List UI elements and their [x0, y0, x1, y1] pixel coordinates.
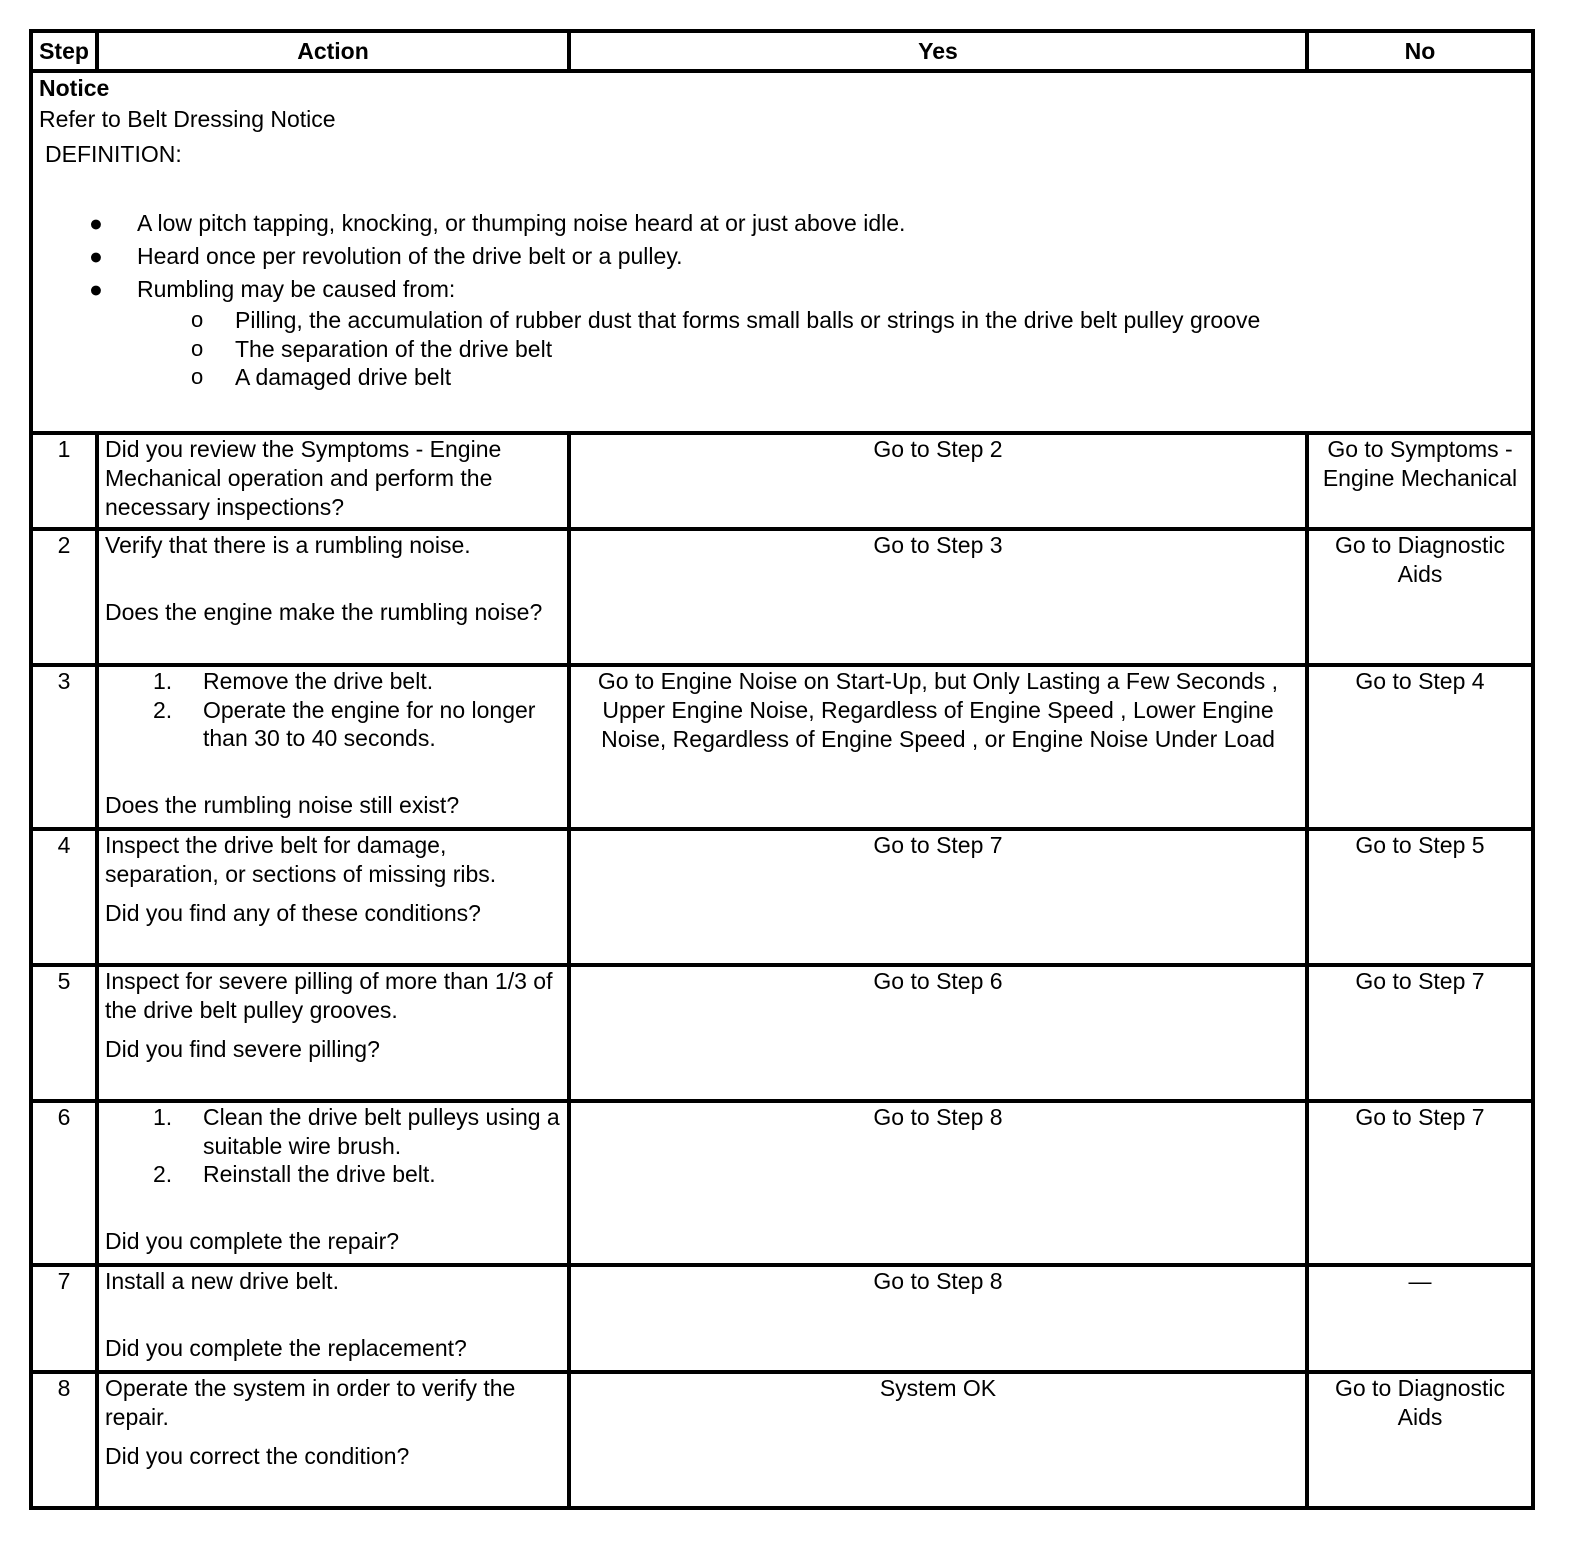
- action-question: Does the rumbling noise still exist?: [105, 791, 460, 818]
- step-number: 1: [31, 433, 97, 529]
- list-item: 1. Remove the drive belt.: [153, 668, 434, 694]
- list-item: 2. Reinstall the drive belt.: [153, 1161, 436, 1187]
- header-row: [31, 31, 1533, 71]
- action-text: Verify that there is a rumbling noise.: [105, 532, 471, 558]
- header-no: No: [1307, 31, 1533, 71]
- table-row: [31, 1101, 1533, 1265]
- notice-text: Refer to Belt Dressing Notice: [39, 106, 336, 132]
- table-row: [31, 665, 1533, 829]
- action-steps: [105, 1103, 561, 1189]
- list-item: ● Heard once per revolution of the drive belt or a pulley.: [39, 240, 1525, 273]
- yes-cell: Go to Step 7: [569, 829, 1307, 965]
- sub-list-item: o Pilling, the accumulation of rubber dust that forms small balls or strings in the drive belt pulley groove: [191, 307, 1261, 333]
- definition-label: DEFINITION:: [45, 141, 182, 167]
- action-cell: [97, 965, 569, 1101]
- step-number: 7: [31, 1265, 97, 1372]
- action-question: Does the engine make the rumbling noise?: [105, 599, 543, 625]
- action-steps: [105, 667, 561, 753]
- header-action: Action: [97, 31, 569, 71]
- header-step: Step: [31, 31, 97, 71]
- action-text: Install a new drive belt.: [105, 1268, 339, 1294]
- diagnostic-table: [29, 29, 1535, 1510]
- step-number: 6: [31, 1101, 97, 1265]
- action-question: Did you find any of these conditions?: [105, 900, 481, 926]
- action-text: Operate the system in order to verify the repair.: [105, 1375, 516, 1430]
- no-cell: Go to Diagnostic Aids: [1307, 1372, 1533, 1508]
- action-text: Did you review the Symptoms - Engine Mechanical operation and perform the necessary inspections?: [105, 436, 502, 520]
- no-cell: Go to Step 5: [1307, 829, 1533, 965]
- action-question: Did you find severe pilling?: [105, 1036, 380, 1062]
- yes-cell: Go to Step 8: [569, 1101, 1307, 1265]
- yes-cell: Go to Step 8: [569, 1265, 1307, 1372]
- sub-list: [137, 306, 1525, 392]
- no-cell: Go to Symptoms - Engine Mechanical: [1307, 433, 1533, 529]
- action-cell: [97, 433, 569, 529]
- step-number: 8: [31, 1372, 97, 1508]
- action-question: Did you complete the replacement?: [105, 1335, 467, 1361]
- yes-cell: Go to Engine Noise on Start-Up, but Only Lasting a Few Seconds , Upper Engine Noise, Regardless of Engine Speed , Lower Engine Noise, Regardless of Engine Speed , or Engine Noise Under Load: [569, 665, 1307, 829]
- bullet-icon: ●: [89, 210, 103, 236]
- circle-bullet-icon: o: [191, 307, 204, 332]
- notice-title: Notice: [39, 75, 110, 101]
- table-row: [31, 829, 1533, 965]
- no-cell: Go to Step 4: [1307, 665, 1533, 829]
- sub-list-item: o A damaged drive belt: [191, 364, 452, 390]
- yes-cell: Go to Step 2: [569, 433, 1307, 529]
- no-cell: Go to Diagnostic Aids: [1307, 529, 1533, 665]
- yes-cell: Go to Step 6: [569, 965, 1307, 1101]
- circle-bullet-icon: o: [191, 364, 204, 389]
- list-item: 1. Clean the drive belt pulleys using a suitable wire brush.: [153, 1104, 560, 1159]
- no-cell: Go to Step 7: [1307, 965, 1533, 1101]
- table-row: [31, 1372, 1533, 1508]
- action-text: Inspect the drive belt for damage, separation, or sections of missing ribs.: [105, 832, 497, 887]
- no-cell: Go to Step 7: [1307, 1101, 1533, 1265]
- table-row: [31, 965, 1533, 1101]
- list-item: ● Rumbling may be caused from: o Pilling, the accumulation of rubber dust that forms small balls or strings in the drive belt pulley groove o The separation of the drive belt o A damaged drive belt: [39, 273, 1525, 392]
- action-cell: [97, 1265, 569, 1372]
- action-cell: [97, 1101, 569, 1265]
- table-row: [31, 1265, 1533, 1372]
- sub-list-item: o The separation of the drive belt: [191, 335, 553, 362]
- definition-list: [39, 207, 1525, 392]
- action-cell: [97, 665, 569, 829]
- action-cell: [97, 1372, 569, 1508]
- action-question: Did you correct the condition?: [105, 1443, 410, 1469]
- notice-row: [31, 71, 1533, 433]
- circle-bullet-icon: o: [191, 335, 204, 361]
- yes-cell: Go to Step 3: [569, 529, 1307, 665]
- notice-cell: [31, 71, 1533, 433]
- step-number: 4: [31, 829, 97, 965]
- yes-cell: System OK: [569, 1372, 1307, 1508]
- table-row: [31, 433, 1533, 529]
- bullet-icon: ●: [89, 243, 103, 269]
- list-item: 2. Operate the engine for no longer than 30 to 40 seconds.: [153, 696, 536, 751]
- no-cell: —: [1307, 1265, 1533, 1372]
- step-number: 3: [31, 665, 97, 829]
- action-question: Did you complete the repair?: [105, 1227, 400, 1254]
- table-row: [31, 529, 1533, 665]
- list-item: ● A low pitch tapping, knocking, or thumping noise heard at or just above idle.: [39, 207, 1525, 240]
- action-text: Inspect for severe pilling of more than 1/3 of the drive belt pulley grooves.: [105, 968, 553, 1023]
- step-number: 2: [31, 529, 97, 665]
- action-cell: [97, 829, 569, 965]
- bullet-icon: ●: [89, 276, 103, 302]
- action-cell: [97, 529, 569, 665]
- header-yes: Yes: [569, 31, 1307, 71]
- step-number: 5: [31, 965, 97, 1101]
